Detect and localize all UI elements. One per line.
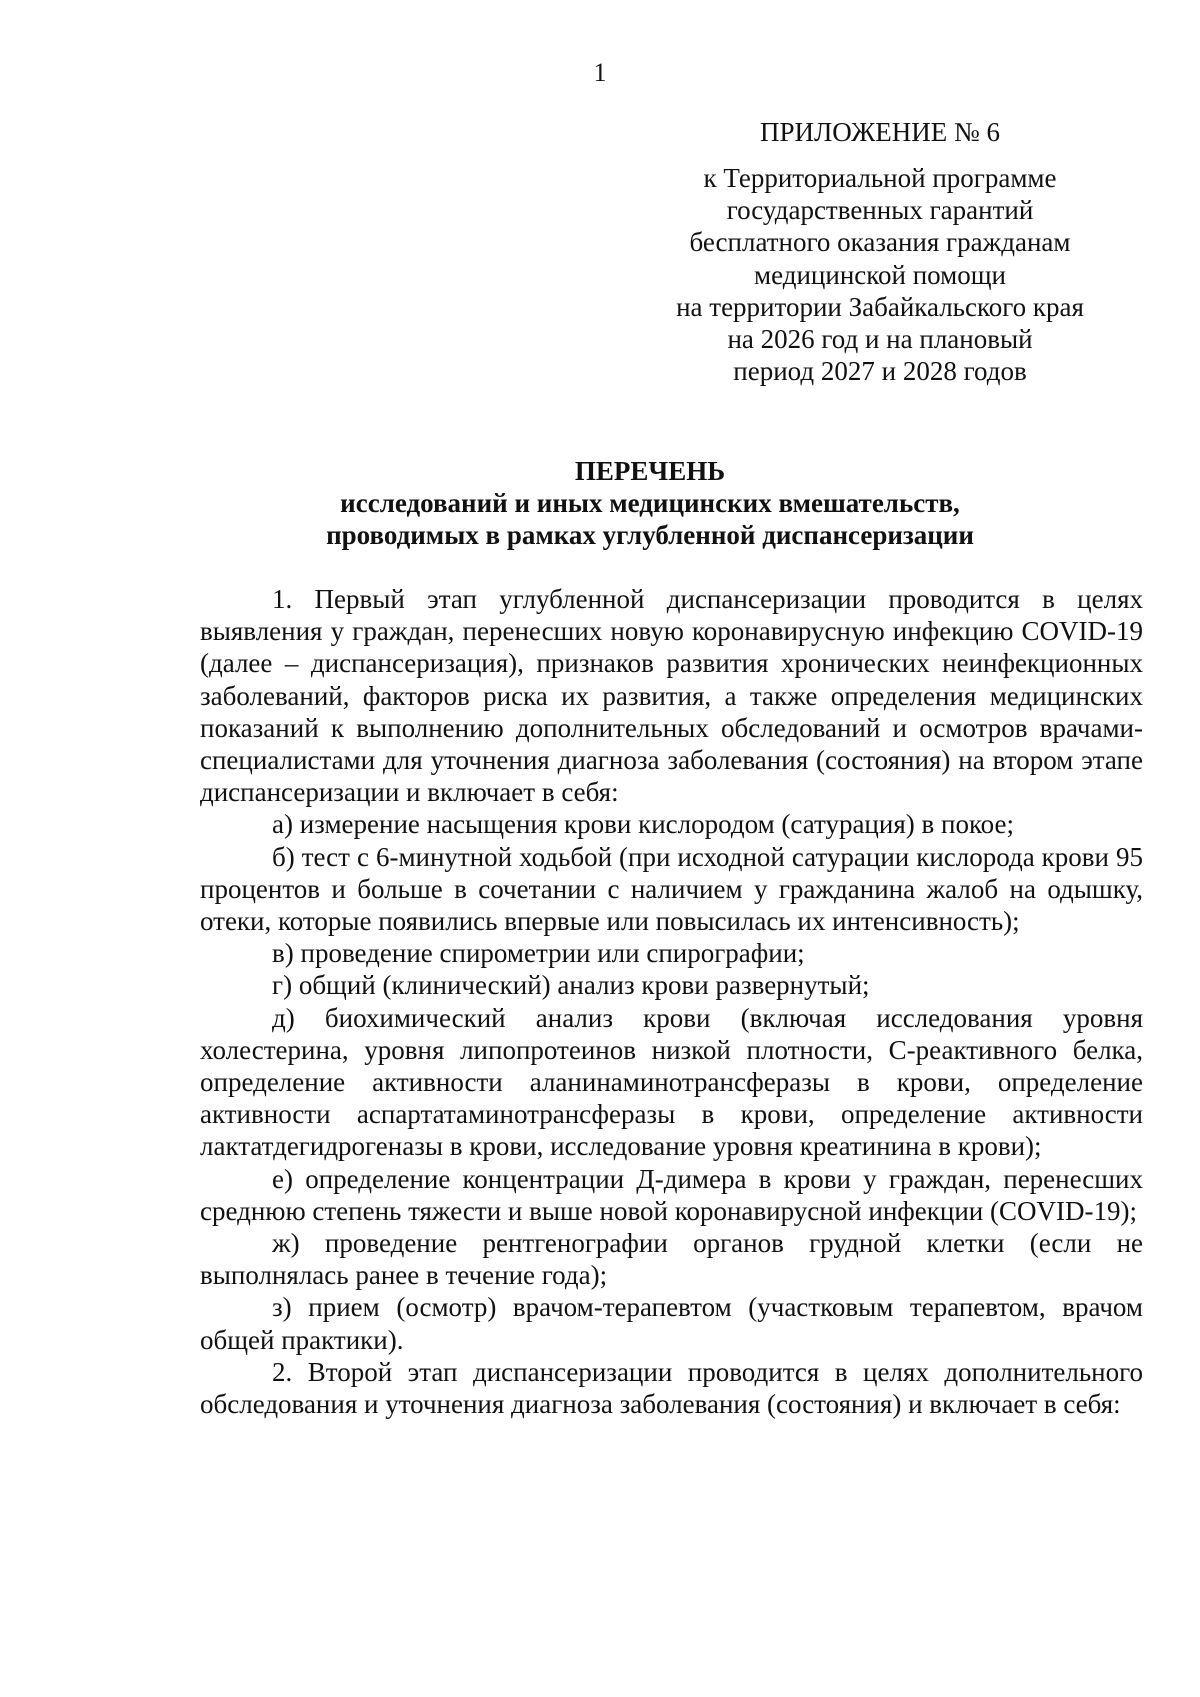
appendix-subtitle	[660, 162, 1100, 387]
appendix-line: медицинской помощи	[754, 259, 1006, 290]
heading-subtitle-line-2: проводимых в рамках углубленной диспансеризации	[326, 520, 974, 550]
appendix-line: период 2027 и 2028 годов	[733, 356, 1027, 387]
heading-title: ПЕРЕЧЕНЬ	[574, 456, 726, 486]
document-heading	[200, 455, 1100, 551]
list-item-z: з) прием (осмотр) врачом-терапевтом (участковым терапевтом, врачом общей практики).	[200, 1292, 1143, 1355]
appendix-title: ПРИЛОЖЕНИЕ № 6	[759, 117, 1001, 147]
list-item-a: а) измерение насыщения крови кислородом (сатурация) в покое;	[272, 809, 1014, 840]
document-body	[200, 583, 1143, 1420]
list-item-g: г) общий (клинический) анализ крови развернутый;	[272, 970, 870, 1001]
appendix-line: бесплатного оказания гражданам	[689, 227, 1071, 258]
list-item-b: б) тест с 6-минутной ходьбой (при исходной сатурации кислорода крови 95 процентов и больше в сочетании с наличием у гражданина жалоб на одышку, отеки, которые появились впервые или повысилась их интенсивность);	[200, 841, 1143, 937]
appendix-line: государственных гарантий	[726, 195, 1034, 226]
appendix-line: на территории Забайкальского края	[676, 291, 1084, 322]
list-item-e: е) определение концентрации Д-димера в крови у граждан, перенесших среднюю степень тяжести и выше новой коронавирусной инфекции (COVID-19);	[200, 1163, 1143, 1226]
list-item-d: д) биохимический анализ крови (включая исследования уровня холестерина, уровня липопротеинов низкой плотности, С-реактивного белка, определение активности аланинаминотрансферазы в крови, определение активности аспартатаминотрансферазы в крови, определение активности лактатдегидрогеназы в крови, исследование уровня креатинина в крови);	[200, 1002, 1143, 1162]
page-number: 1	[593, 58, 607, 87]
appendix-line: на 2026 год и на плановый	[727, 324, 1033, 355]
list-item-zh: ж) проведение рентгенографии органов грудной клетки (если не выполнялась ранее в течение года);	[200, 1228, 1143, 1291]
list-item-v: в) проведение спирометрии или спирографии;	[272, 938, 805, 969]
paragraph-2: 2. Второй этап диспансеризации проводится в целях дополнительного обследования и уточнения диагноза заболевания (состояния) и включает в себя:	[200, 1356, 1143, 1420]
heading-subtitle-line-1: исследований и иных медицинских вмешательств,	[340, 488, 960, 518]
paragraph-1: 1. Первый этап углубленной диспансеризации проводится в целях выявления у граждан, перенесших новую коронавирусную инфекцию COVID-19 (далее – диспансеризация), признаков развития хронических неинфекционных заболеваний, факторов риска их развития, а также определения медицинских показаний к выполнению дополнительных обследований и осмотров врачами-специалистами для уточнения диагноза заболевания (состояния) на втором этапе диспансеризации и включает в себя:	[200, 584, 1143, 808]
appendix-line: к Территориальной программе	[703, 163, 1057, 193]
